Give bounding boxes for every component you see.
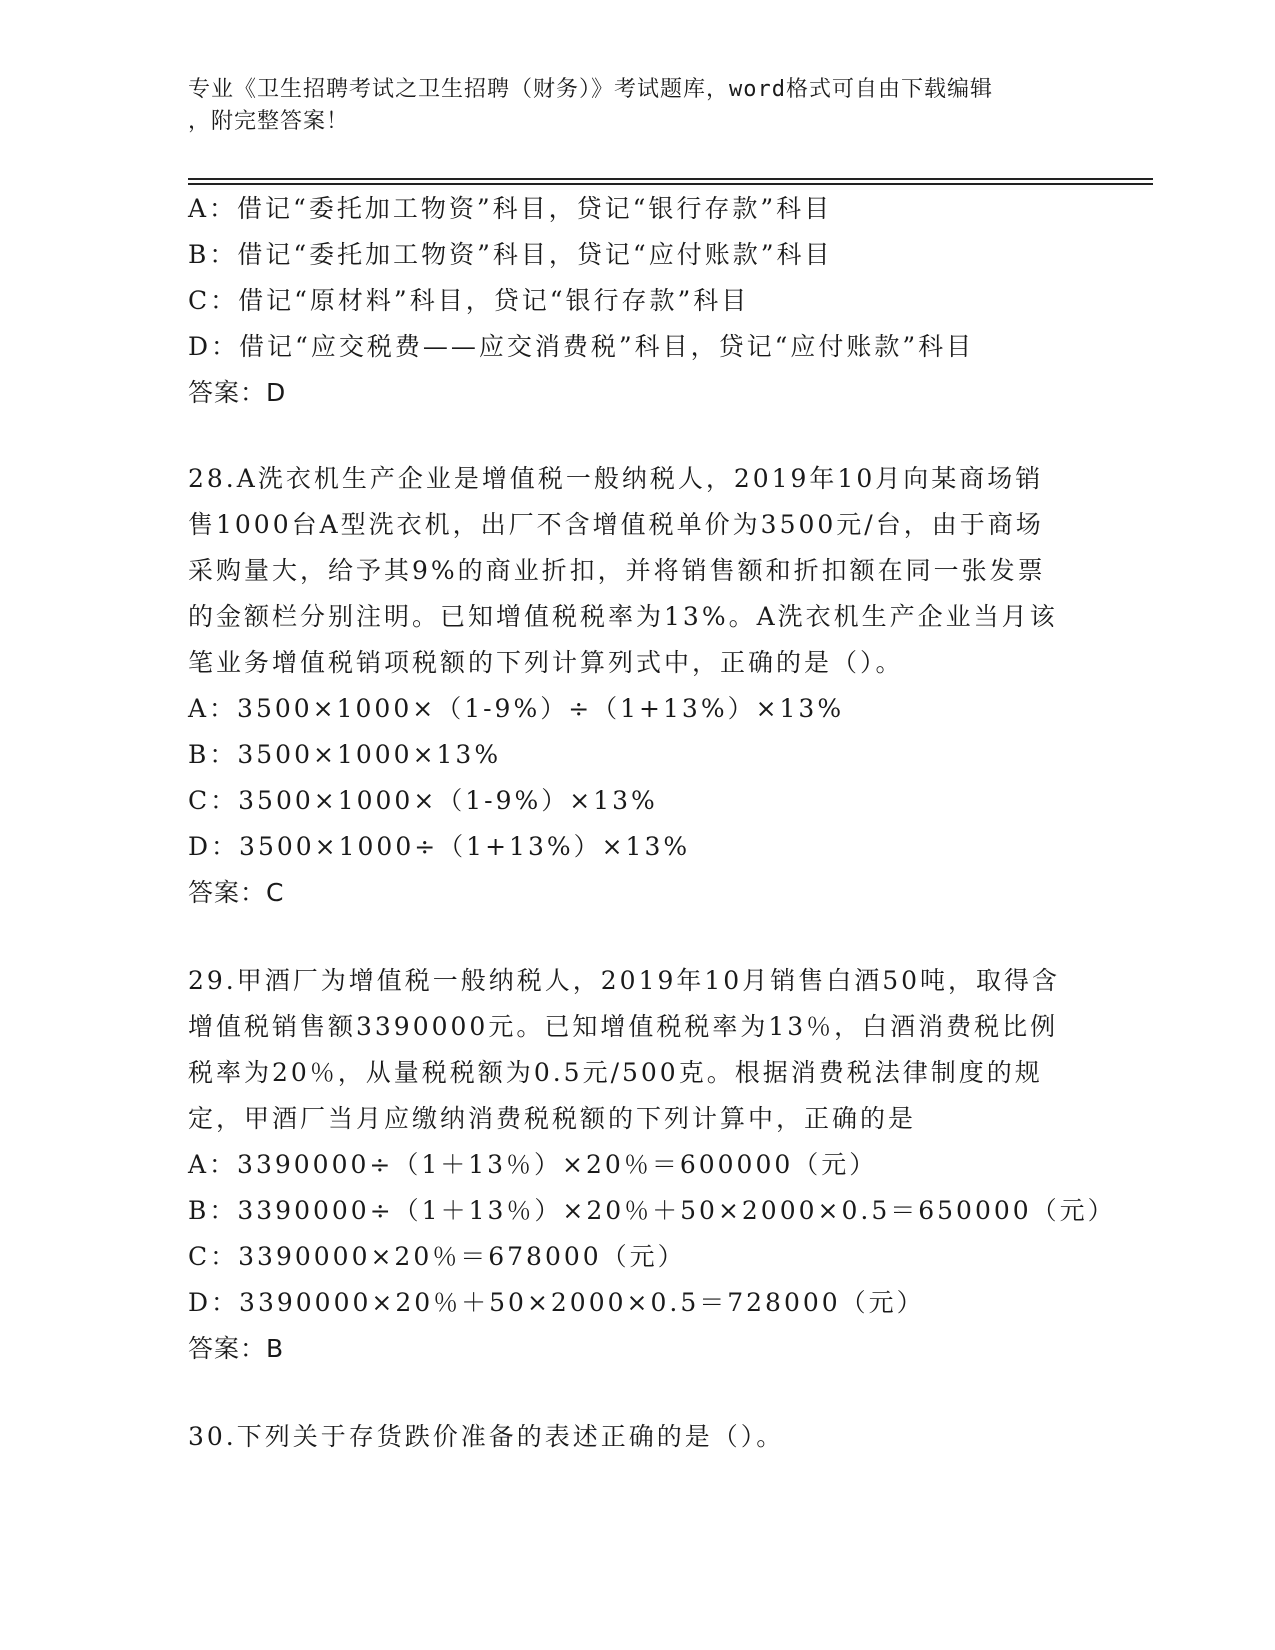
question-29-option-d: D：3390000×20％＋50×2000×0.5＝728000（元） [188, 1288, 925, 1317]
question-28-option-a: A：3500×1000×（1-9%）÷（1+13%）×13% [188, 694, 845, 723]
question-28-option-d: D：3500×1000÷（1+13%）×13% [188, 832, 691, 861]
question-29-option-b: B：3390000÷（1＋13％）×20％＋50×2000×0.5＝650000（元） [188, 1196, 1116, 1225]
question-27-answer: 答案：D [188, 378, 287, 407]
question-29-block [188, 958, 1116, 1372]
question-28-text-line-5: 笔业务增值税销项税额的下列计算列式中，正确的是（）。 [188, 648, 904, 677]
question-29-text-line-4: 定，甲酒厂当月应缴纳消费税税额的下列计算中，正确的是 [188, 1104, 917, 1133]
question-29-option-a: A：3390000÷（1＋13％）×20％＝600000（元） [188, 1150, 878, 1179]
header-title-line-1: 专业《卫生招聘考试之卫生招聘（财务）》考试题库，word格式可自由下载编辑 [188, 77, 993, 102]
question-28-text-line-4: 的金额栏分别注明。已知增值税税率为13%。A洗衣机生产企业当月该 [188, 602, 1058, 631]
page-header [188, 74, 1068, 138]
question-28-text-line-2: 售1000台A型洗衣机，出厂不含增值税单价为3500元/台，由于商场 [188, 510, 1044, 539]
question-27-option-d: D：借记“应交税费——应交消费税”科目，贷记“应付账款”科目 [188, 332, 975, 361]
question-30-text-line-1: 30.下列关于存货跌价准备的表述正确的是（）。 [188, 1422, 785, 1451]
question-29-answer: 答案：B [188, 1334, 285, 1363]
question-30-block [188, 1414, 1088, 1460]
question-27-option-a: A：借记“委托加工物资”科目，贷记“银行存款”科目 [188, 194, 833, 223]
question-28-block [188, 456, 1088, 916]
question-28-text-line-1: 28.A洗衣机生产企业是增值税一般纳税人，2019年10月向某商场销 [188, 464, 1044, 493]
question-28-answer: 答案：C [188, 878, 285, 907]
question-27-block [188, 186, 1088, 416]
header-divider-bottom [188, 183, 1153, 185]
question-28-text-line-3: 采购量大，给予其9%的商业折扣，并将销售额和折扣额在同一张发票 [188, 556, 1046, 585]
question-28-option-b: B：3500×1000×13% [188, 740, 502, 769]
header-title-line-2: ，附完整答案！ [188, 109, 350, 134]
question-27-option-c: C：借记“原材料”科目，贷记“银行存款”科目 [188, 286, 750, 315]
question-28-text [188, 456, 1088, 686]
question-29-option-c: C：3390000×20％＝678000（元） [188, 1242, 686, 1271]
question-30-text [188, 1414, 1088, 1460]
question-29-text-line-3: 税率为20％，从量税税额为0.5元/500克。根据消费税法律制度的规 [188, 1058, 1043, 1087]
question-27-option-b: B：借记“委托加工物资”科目，贷记“应付账款”科目 [188, 240, 833, 269]
question-29-text-line-1: 29.甲酒厂为增值税一般纳税人，2019年10月销售白酒50吨，取得含 [188, 966, 1061, 995]
question-29-text [188, 958, 1088, 1142]
question-28-option-c: C：3500×1000×（1-9%）×13% [188, 786, 658, 815]
question-29-text-line-2: 增值税销售额3390000元。已知增值税税率为13％，白酒消费税比例 [188, 1012, 1059, 1041]
header-divider-top [188, 178, 1153, 180]
